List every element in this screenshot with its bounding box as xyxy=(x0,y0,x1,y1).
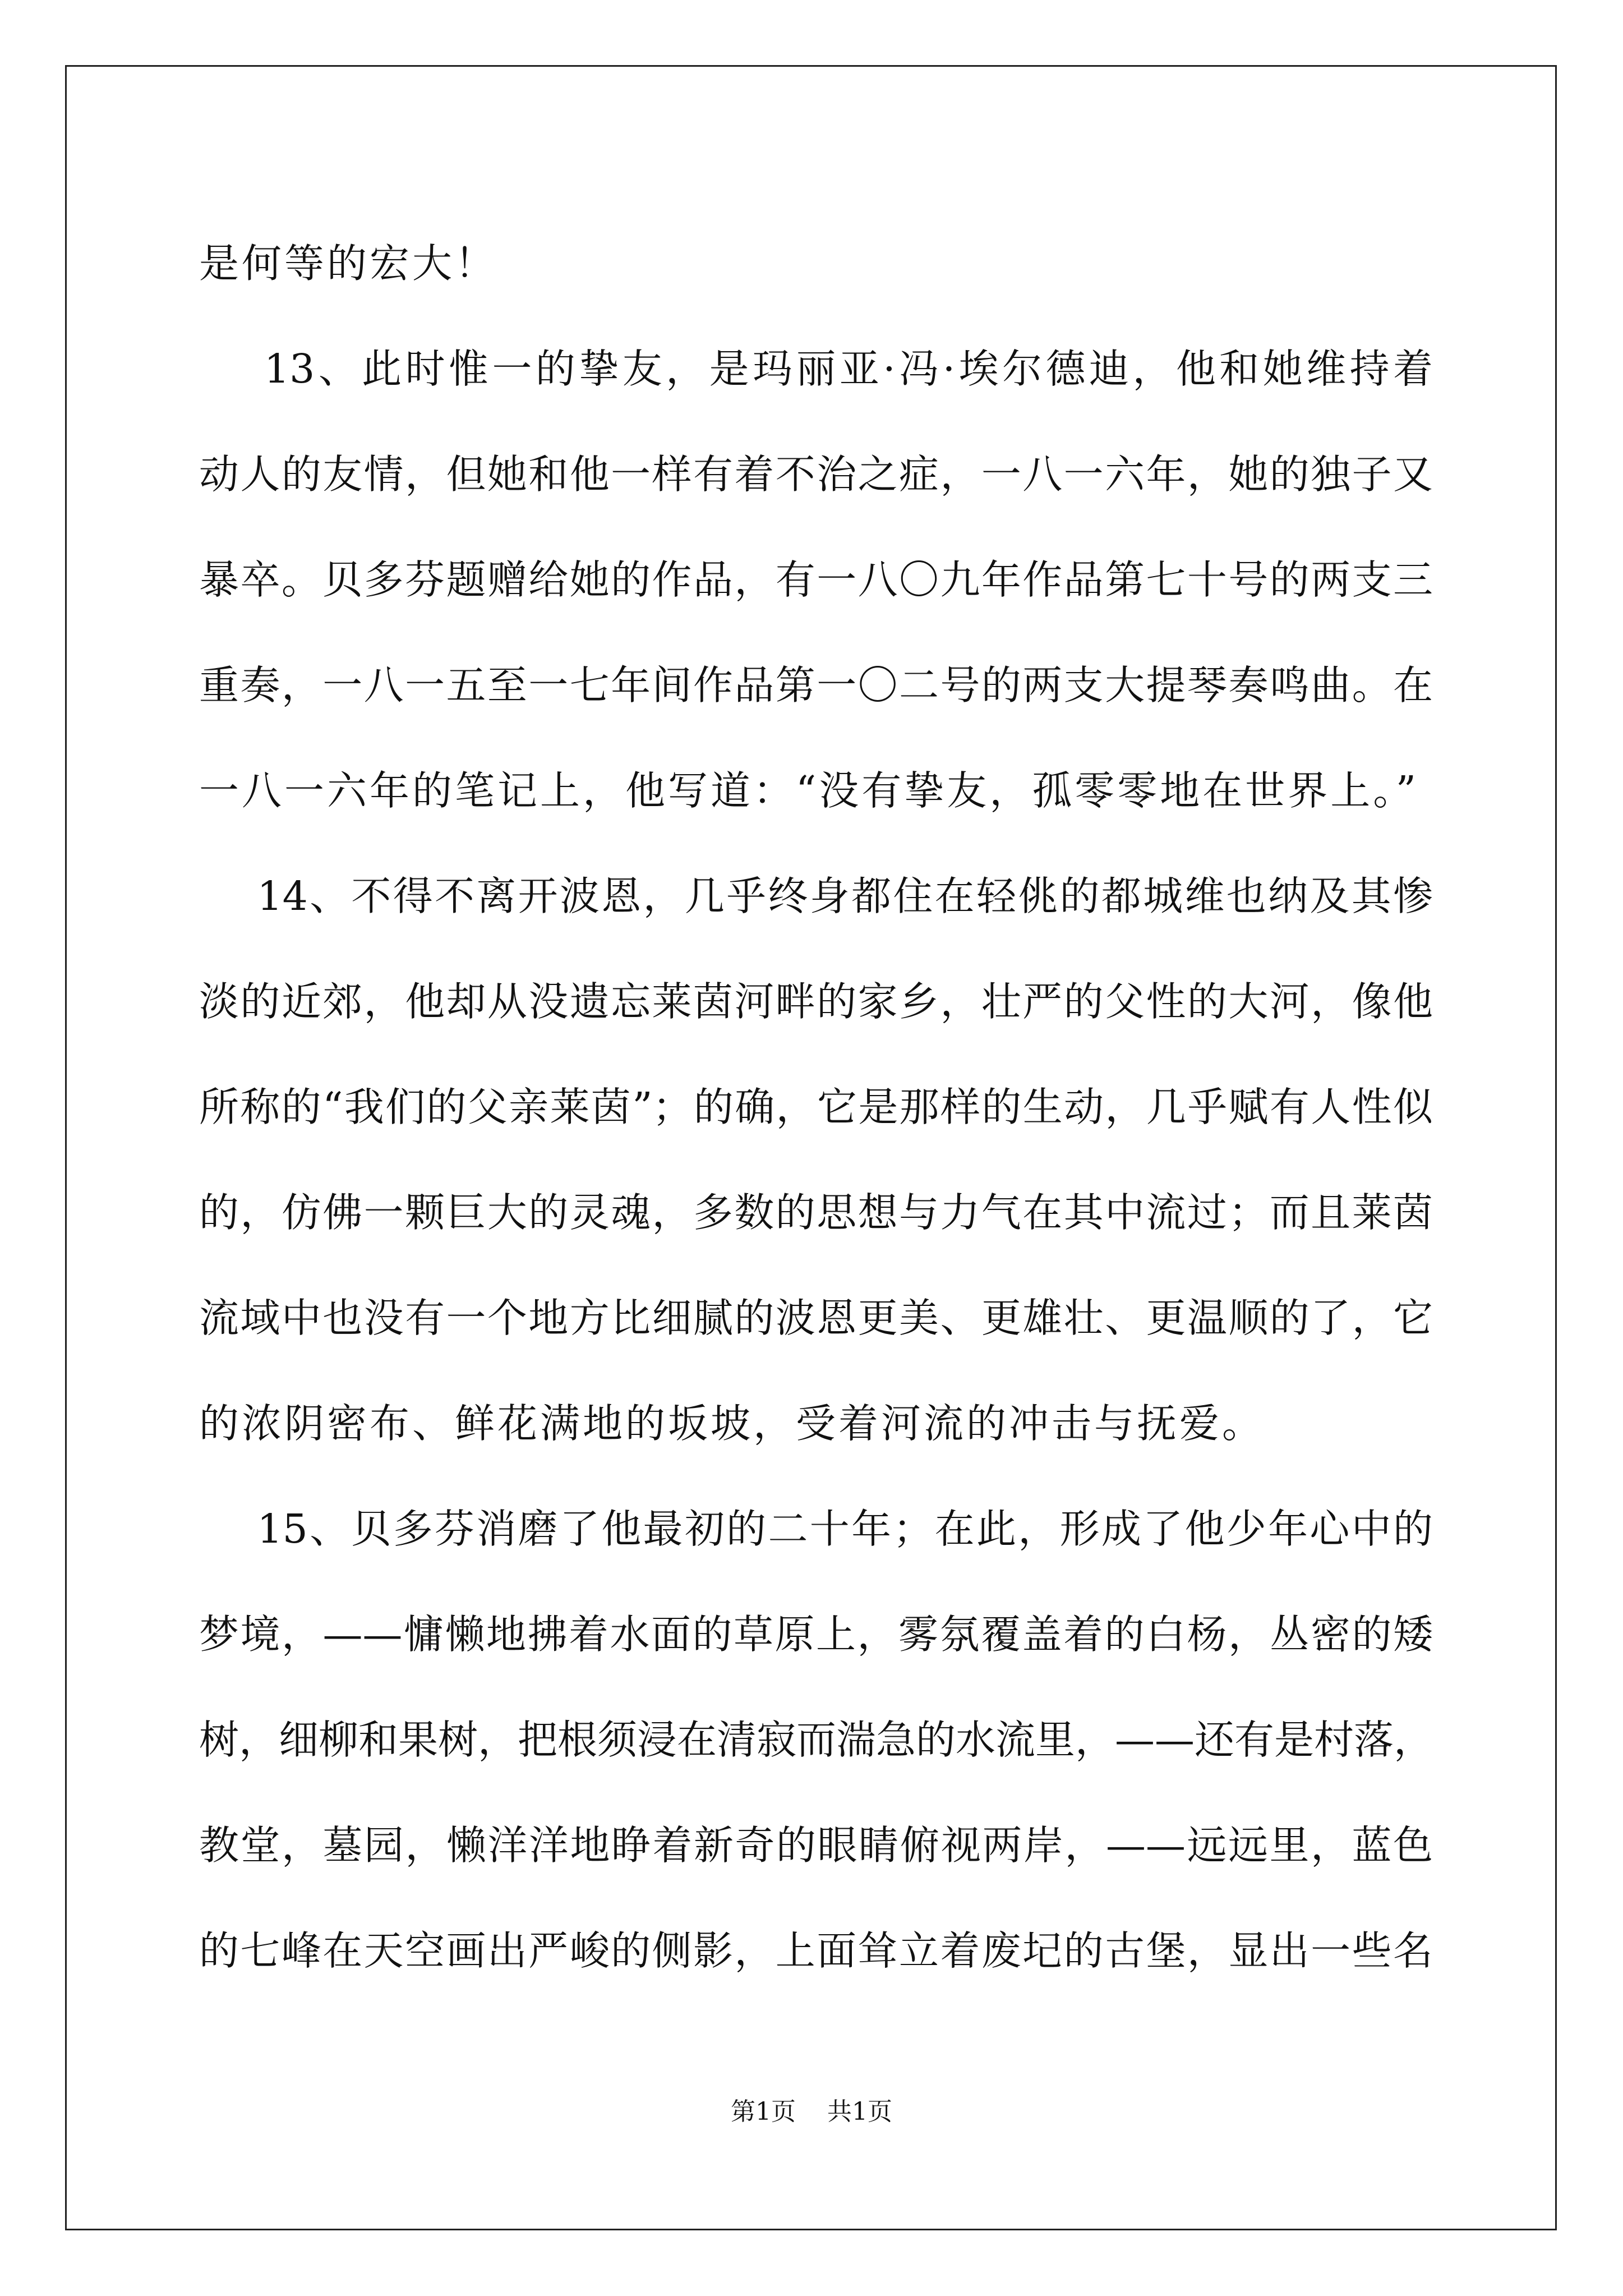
text-line: 13、此时惟一的挚友，是玛丽亚·冯·埃尔德迪，他和她维持着 xyxy=(199,346,1433,392)
text-line: 树，细柳和果树，把根须浸在清寂而湍急的水流里，——还有是村落， xyxy=(199,1717,1434,1763)
text-line: 所称的“我们的父亲莱茵”；的确，它是那样的生动，几乎赋有人性似 xyxy=(199,1084,1433,1130)
text-line: 流域中也没有一个地方比细腻的波恩更美、更雄壮、更温顺的了，它 xyxy=(199,1295,1433,1341)
text-line: 的，仿佛一颗巨大的灵魂，多数的思想与力气在其中流过；而且莱茵 xyxy=(199,1189,1433,1236)
text-line: 动人的友情，但她和他一样有着不治之症，一八一六年，她的独子又 xyxy=(199,451,1433,498)
text-line: 的七峰在天空画出严峻的侧影，上面耸立着废圮的古堡，显出一些名 xyxy=(199,1927,1433,1974)
text-line: 14、不得不离开波恩，几乎终身都住在轻佻的都城维也纳及其惨 xyxy=(199,873,1433,919)
text-line: 梦境，——慵懒地拂着水面的草原上，雾氛覆盖着的白杨，丛密的矮 xyxy=(199,1611,1433,1658)
text-line: 教堂，墓园，懒洋洋地睁着新奇的眼睛俯视两岸，——远远里，蓝色 xyxy=(199,1822,1433,1869)
text-line: 一八一六年的笔记上，他写道：“没有挚友，孤零零地在世界上。” xyxy=(199,767,1419,814)
text-line: 暴卒。贝多芬题赠给她的作品，有一八〇九年作品第七十号的两支三 xyxy=(199,556,1433,603)
text-line: 的浓阴密布、鲜花满地的坂坡，受着河流的冲击与抚爱。 xyxy=(199,1400,1265,1447)
document-body xyxy=(199,211,1433,2004)
text-line: 15、贝多芬消磨了他最初的二十年；在此，形成了他少年心中的 xyxy=(199,1506,1433,1552)
text-line: 淡的近郊，他却从没遗忘莱茵河畔的家乡，壮严的父性的大河，像他 xyxy=(199,978,1433,1025)
text-line: 重奏，一八一五至一七年间作品第一〇二号的两支大提琴奏鸣曲。在 xyxy=(199,662,1433,708)
page-number-footer: 第1页 共1页 xyxy=(731,2097,892,2126)
text-line: 是何等的宏大！ xyxy=(199,240,498,287)
